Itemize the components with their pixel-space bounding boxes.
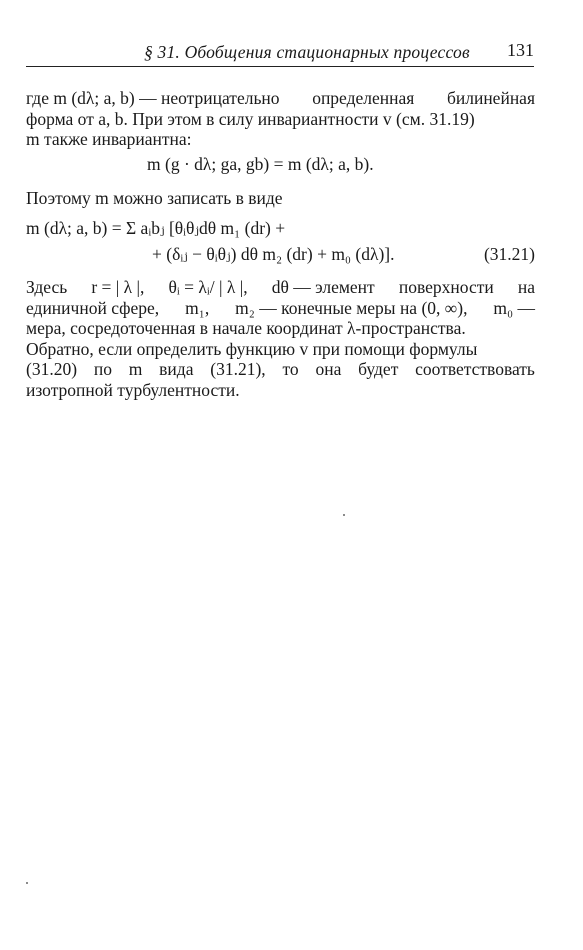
text-fragment: по — [93, 359, 112, 379]
text-fragment: Здесь — [26, 277, 68, 297]
paragraph-1-line-2 — [26, 109, 535, 130]
equation-invariance: m (g · dλ; ga, gb) = m (dλ; a, b). — [147, 154, 374, 174]
text-fragment: dθ — элемент — [271, 277, 375, 297]
equation-number: (31.21) — [483, 244, 535, 264]
equation-31-21-line-1: m (dλ; a, b) = Σ aᵢbⱼ [θᵢθⱼdθ m₁ (dr) + — [26, 218, 286, 238]
text-fragment: она — [315, 359, 342, 379]
text-fragment: Обратно, если определить функцию v при помощи формулы — [26, 338, 478, 359]
text-fragment: поверхности — [398, 277, 494, 297]
text-fragment: m также инвариантна: — [26, 129, 192, 149]
equation-31-21-line-2: + (δᵢⱼ − θᵢθⱼ) dθ m₂ (dr) + m₀ (dλ)]. — [152, 244, 395, 264]
paragraph-3-line-1 — [26, 277, 535, 298]
text-fragment: θᵢ = λᵢ/ | λ |, — [168, 277, 248, 297]
paragraph-1-line-1 — [26, 88, 535, 109]
text-fragment: форма от a, b. При этом в силу инвариантности v (см. 31.19) — [26, 108, 475, 129]
page-number: 131 — [507, 40, 534, 60]
text-fragment: m₁, — [185, 297, 210, 318]
print-speck — [26, 882, 28, 884]
text-fragment: соответствовать — [415, 359, 535, 379]
text-fragment: определенная — [312, 88, 415, 108]
text-fragment: (31.20) — [26, 359, 78, 379]
text-fragment: где m (dλ; a, b) — неотрицательно — [26, 88, 280, 108]
text-fragment: изотропной турбулентности. — [26, 379, 240, 400]
paragraph-3-line-4 — [26, 339, 535, 360]
text-fragment: на — [517, 277, 535, 297]
text-fragment: билинейная — [446, 88, 535, 108]
text-fragment: m₂ — конечные меры на (0, ∞), — [235, 297, 468, 318]
paragraph-3 — [26, 277, 535, 400]
running-title: § 31. Обобщения стационарных процессов — [144, 42, 470, 62]
text-fragment: Поэтому m можно записать в виде — [26, 188, 283, 208]
paragraph-1 — [26, 88, 535, 150]
paragraph-2 — [26, 188, 535, 209]
paragraph-3-line-6 — [26, 380, 535, 401]
paragraph-3-line-2 — [26, 298, 535, 319]
paragraph-3-line-5 — [26, 359, 535, 380]
text-fragment: мера, сосредоточенная в начале координат λ-пространства. — [26, 318, 466, 338]
paragraph-1-line-3 — [26, 129, 535, 150]
text-fragment: m — [128, 359, 143, 379]
print-speck — [343, 514, 345, 516]
paragraph-3-line-3 — [26, 318, 535, 339]
text-fragment: (31.21), — [210, 359, 266, 379]
running-header — [26, 40, 534, 67]
text-fragment: вида — [159, 359, 194, 379]
text-fragment: m₀ — — [493, 297, 535, 318]
text-fragment: то — [282, 359, 299, 379]
text-fragment: будет — [358, 359, 399, 379]
text-fragment: r = | λ |, — [91, 277, 145, 297]
text-fragment: единичной сфере, — [26, 297, 160, 318]
